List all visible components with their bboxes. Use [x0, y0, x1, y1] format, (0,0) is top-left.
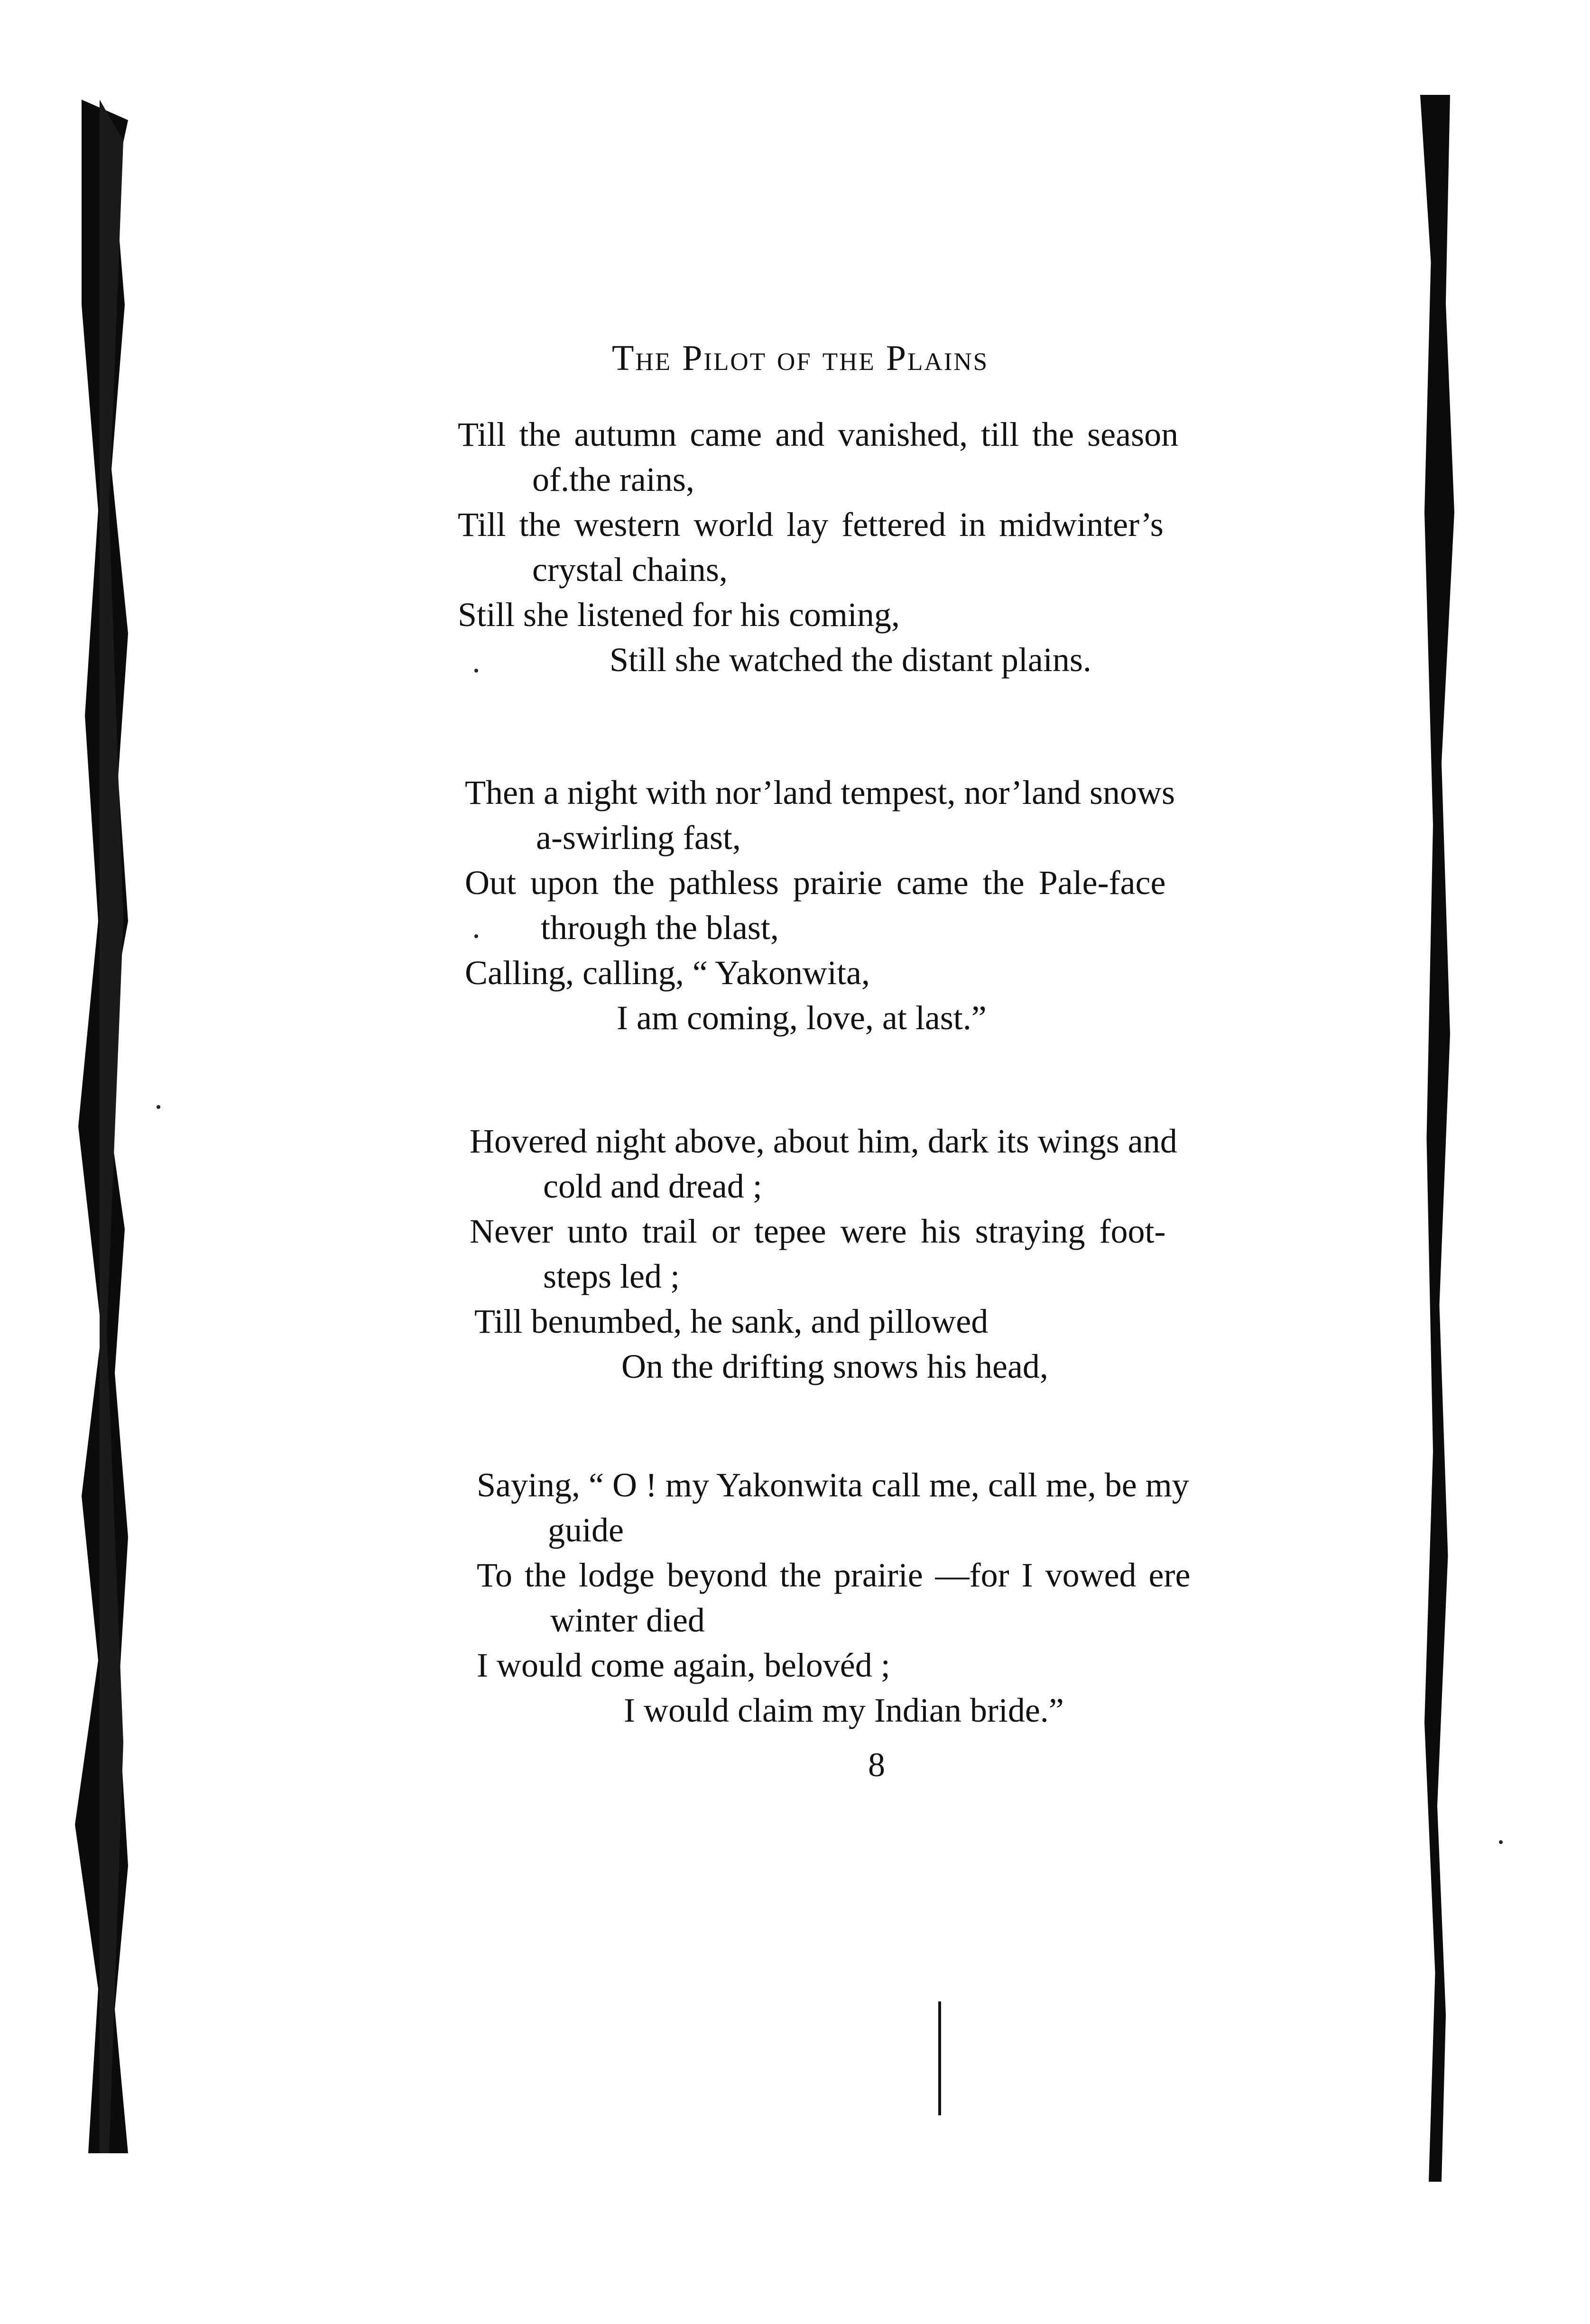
poem-line: On the drifting snows his head, — [621, 1347, 1048, 1385]
running-head: The Pilot of the Plains — [612, 338, 989, 378]
poem-line: winter died — [550, 1601, 705, 1639]
poem-line: Then a night with nor’land tempest, nor’land snows — [465, 774, 1175, 812]
poem-line: Never unto trail or tepee were his straying foot- — [470, 1212, 1166, 1250]
poem-line: cold and dread ; — [543, 1167, 762, 1205]
poem-line: steps led ; — [543, 1257, 680, 1295]
poem-line: I am coming, love, at last.” — [617, 999, 987, 1037]
poem-line: I would come again, belovéd ; — [477, 1646, 890, 1684]
poem-line: Saying, “ O ! my Yakonwita call me, call me, be my — [477, 1466, 1189, 1504]
page-number: 8 — [868, 1746, 885, 1784]
poem-line: through the blast, — [541, 909, 779, 947]
poem-line: crystal chains, — [532, 551, 728, 589]
poem-line: Till the autumn came and vanished, till the season — [458, 415, 1179, 453]
poem-line: Till benumbed, he sank, and pillowed — [474, 1302, 989, 1340]
poem-line: Hovered night above, about him, dark its wings and — [470, 1122, 1177, 1160]
poem-line: Still she watched the distant plains. — [610, 641, 1091, 679]
poem-line: of.the rains, — [532, 461, 694, 498]
poem-line: To the lodge beyond the prairie —for I vowed ere — [477, 1556, 1191, 1594]
poem-line: Still she listened for his coming, — [458, 596, 900, 634]
poem-line: Till the western world lay fettered in midwinter’s — [458, 506, 1164, 544]
poem-line: I would claim my Indian bride.” — [624, 1691, 1064, 1729]
poem-line: Calling, calling, “ Yakonwita, — [465, 954, 870, 992]
poem-line: guide — [548, 1511, 624, 1549]
poem-line: a-swirling fast, — [536, 819, 741, 857]
poem-line: Out upon the pathless prairie came the Pale-face — [465, 864, 1166, 902]
